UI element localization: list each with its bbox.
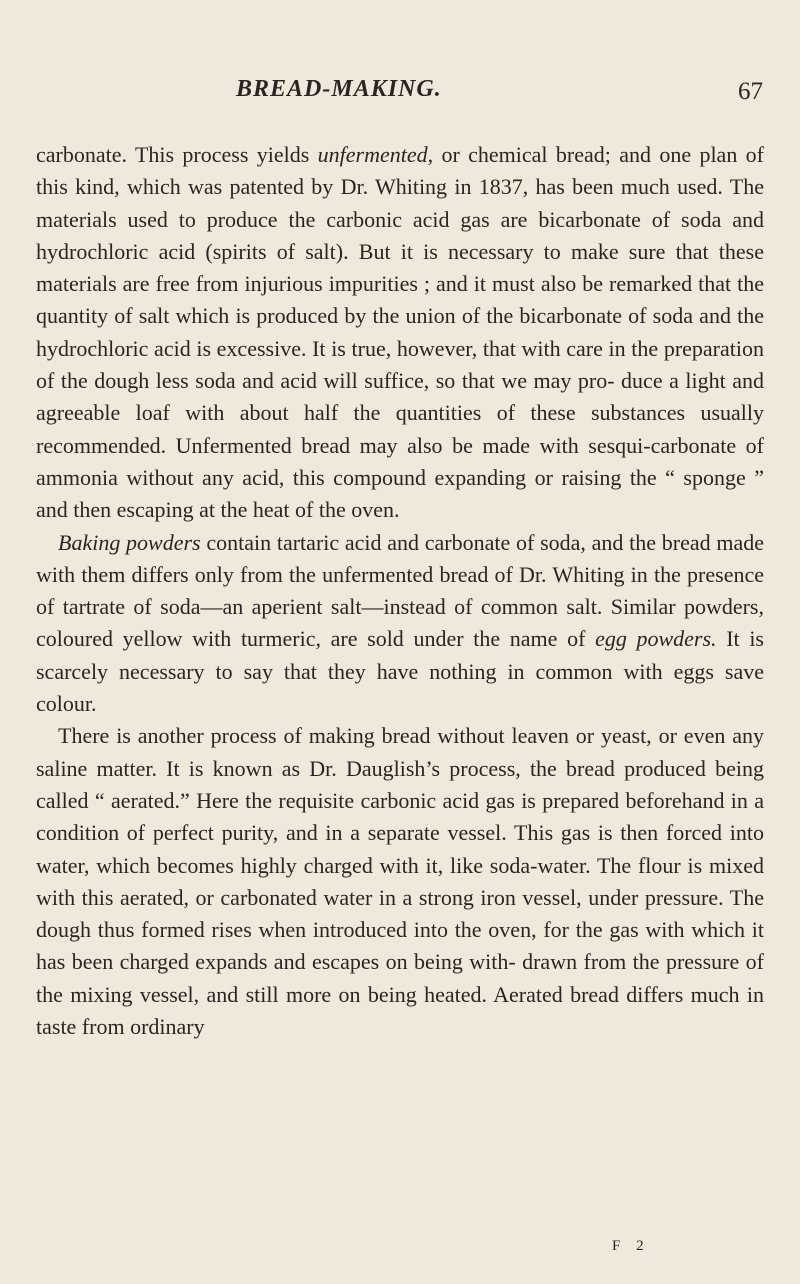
- paragraph-1: [36, 139, 764, 527]
- paragraph-2-italic-term-b: egg powders.: [595, 626, 717, 652]
- paragraph-1-text-b: , or chemical bread; and one plan of this kind, which was patented by Dr. Whiting in 1837, has been much used. The materials used to produce the carbonic acid gas are bicarbonate of soda and hydrochloric acid (spirits of salt). But it is necessary to make sure that these materials are free from injurious impurities ; and it must also be remarked that the quantity of salt which is produced by the union of the bicarbonate of soda and the hydrochloric acid is excessive. It is true, however, that with care in the preparation of the dough less soda and acid will suffice, so that we may pro- duce a light and agreeable loaf with about half the quantities of these substances usually recommended. Unfermented bread may also be made with sesqui-carbonate of ammonia without any acid, this compound expanding or raising the “ sponge ” and then escaping at the heat of the oven.: [36, 142, 765, 523]
- body-text: [36, 139, 764, 1043]
- paragraph-3-text: There is another process of making bread without leaven or yeast, or even any saline matter. It is known as Dr. Dauglish’s process, the bread produced being called “ aerated.” Here the requisite carbonic acid gas is prepared beforehand in a condition of perfect purity, and in a separate vessel. This gas is then forced into water, which becomes highly charged with it, like soda-water. The flour is mixed with this aerated, or carbonated water in a strong iron vessel, under pressure. The dough thus formed rises when introduced into the oven, for the gas with which it has been charged expands and escapes on being with- drawn from the pressure of the mixing vessel, and still more on being heated. Aerated bread differs much in taste from ordinary: [36, 723, 764, 1040]
- running-title: BREAD-MAKING.: [236, 76, 442, 102]
- paragraph-1-italic-term: unfermented: [317, 142, 428, 167]
- page-number: 67: [738, 78, 763, 105]
- signature-mark: F 2: [612, 1238, 650, 1254]
- paragraph-3: [36, 720, 764, 1043]
- paragraph-2-text-a: contain tartaric acid and carbonate of soda, and the bread made with them differs only from the unfermented bread of Dr. Whiting in the presence of tartrate of soda—an aperient salt—instead of common salt. Similar powders, coloured yellow with turmeric, are sold under the name of: [36, 529, 764, 652]
- paragraph-2-italic-term-a: Baking powders: [58, 529, 201, 555]
- paragraph-2: [36, 527, 764, 721]
- paragraph-1-text-a: carbonate. This process yields: [36, 142, 318, 167]
- paragraph-2-text-b: It is scarcely necessary to say that they have nothing in common with eggs save colour.: [36, 626, 764, 717]
